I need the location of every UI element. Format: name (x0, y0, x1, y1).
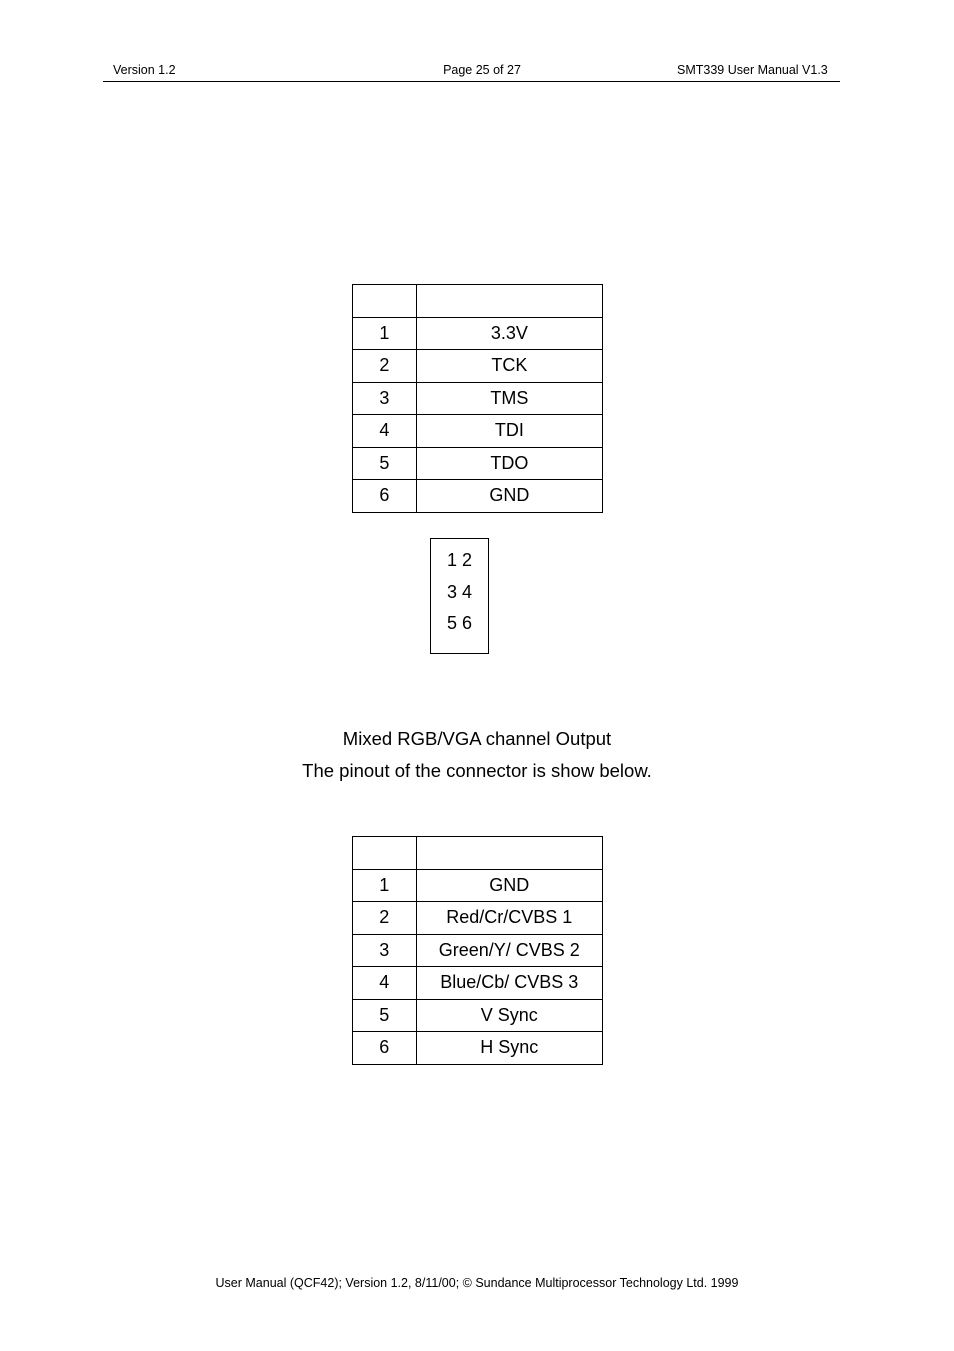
signal-cell: TMS (416, 382, 602, 415)
pin-number-cell: 2 (353, 350, 417, 383)
pin-number-cell: 5 (353, 999, 417, 1032)
table-row (353, 415, 603, 448)
table-header-row (353, 285, 603, 318)
signal-cell: GND (416, 480, 602, 513)
pin-layout-row: 1 2 (446, 550, 473, 570)
signal-cell: GND (416, 869, 602, 902)
header-cell-signal (416, 285, 602, 318)
section-description: The pinout of the connector is show below. (302, 760, 652, 781)
header-manual-title: SMT339 User Manual V1.3 (677, 63, 828, 77)
pin-number-cell: 2 (353, 902, 417, 935)
table-row (353, 447, 603, 480)
signal-cell: 3.3V (416, 317, 602, 350)
table-row (353, 382, 603, 415)
signal-cell: TDI (416, 415, 602, 448)
pin-number-cell: 6 (353, 1032, 417, 1065)
video-output-pinout-table (352, 836, 603, 1065)
connector-pin-layout (430, 538, 489, 654)
signal-cell: TCK (416, 350, 602, 383)
table-row (353, 967, 603, 1000)
header-cell-pin (353, 837, 417, 870)
pin-number-cell: 3 (353, 934, 417, 967)
pin-layout-row: 5 6 (446, 613, 473, 633)
header-cell-pin (353, 285, 417, 318)
signal-cell: Red/Cr/CVBS 1 (416, 902, 602, 935)
header-divider (103, 81, 840, 82)
pin-layout-row: 3 4 (446, 581, 473, 602)
signal-cell: Blue/Cb/ CVBS 3 (416, 967, 602, 1000)
header-page-number: Page 25 of 27 (443, 63, 521, 77)
table-row (353, 317, 603, 350)
section-title: Mixed RGB/VGA channel Output (342, 728, 612, 749)
pin-number-cell: 4 (353, 415, 417, 448)
table-row (353, 869, 603, 902)
table-row (353, 480, 603, 513)
pin-number-cell: 4 (353, 967, 417, 1000)
signal-cell: TDO (416, 447, 602, 480)
table-row (353, 934, 603, 967)
pin-number-cell: 1 (353, 869, 417, 902)
table-row (353, 902, 603, 935)
pin-number-cell: 3 (353, 382, 417, 415)
signal-cell: Green/Y/ CVBS 2 (416, 934, 602, 967)
table-row (353, 350, 603, 383)
table-row (353, 999, 603, 1032)
table-header-row (353, 837, 603, 870)
pin-number-cell: 5 (353, 447, 417, 480)
signal-cell: H Sync (416, 1032, 602, 1065)
header-version: Version 1.2 (113, 63, 176, 77)
table-row (353, 1032, 603, 1065)
pin-number-cell: 1 (353, 317, 417, 350)
pin-number-cell: 6 (353, 480, 417, 513)
signal-cell: V Sync (416, 999, 602, 1032)
header-cell-signal (416, 837, 602, 870)
jtag-pinout-table (352, 284, 603, 513)
page-footer: User Manual (QCF42); Version 1.2, 8/11/00; © Sundance Multiprocessor Technology Ltd. 1999 (215, 1276, 739, 1290)
